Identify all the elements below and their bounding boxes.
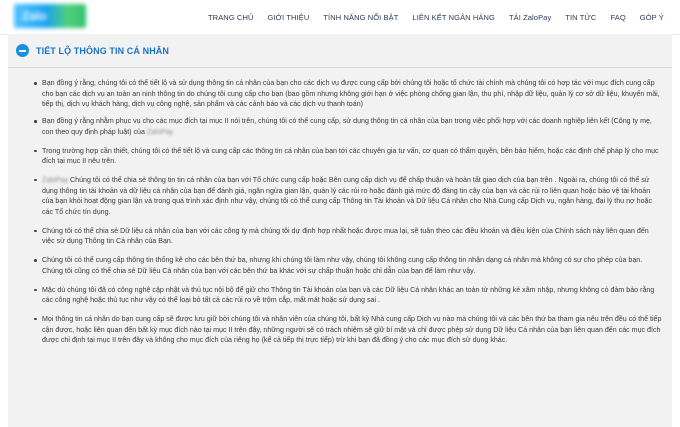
- brand-logo[interactable]: [14, 4, 86, 28]
- nav-item-home[interactable]: TRANG CHỦ: [208, 12, 254, 22]
- list-item: [34, 116, 662, 137]
- list-item-text: Chúng tôi có thể chia sẻ thông tin tin cá nhân của bạn với Tổ chức cung cấp hoặc Bên cung cấp dịch vụ để chấp thuận và hoàn tất giao dịch của bạn trên . Ngoài ra, chúng tôi có thể sử dụng thông tin tài khoản và dữ liệu cá nhân của bạn để đánh giá, ngăn ngừa gian lận, quản lý các rủi ro hoặc đánh giá mức độ đáng tin cậy của bạn và các rủi ro liên quan hoặc bảo vệ tài khoản của bạn khỏi hoạt động gian lận và trong quá trình xác định như vậy, chúng tôi có thể cung cấp Thông tin Tài khoản và Dữ liệu Cá nhân cho Nhà Cung cấp Dịch vụ, ngân hàng, đại lý thu nợ hoặc các Tổ chức tín dụng.: [42, 175, 653, 217]
- nav-item-feedback[interactable]: GÓP Ý: [639, 12, 664, 22]
- list-item-text: Bạn đồng ý rằng nhằm phục vụ cho các mục đích tại mục II nói trên, chúng tôi có thể cung cấp, sử dụng thông tin cá nhân của bạn trong việc phối hợp với các doanh nghiệp liên kết (Công ty mẹ, con theo quy định pháp luật) của: [42, 117, 652, 136]
- list-item-text: Bạn đồng ý rằng, chúng tôi có thể tiết lộ và sử dụng thông tin cá nhân của bạn cho các dịch vụ được cung cấp bởi chúng tôi hoặc tổ chức tài chính mà chúng tôi có hợp tác với mục đích cung cấp cho bạn các dịch vụ an toàn an ninh thông tin do chúng tôi cung cấp cho bạn (bao gồm nhưng không giới hạn ở việc phòng chống gian lận, thu phí, nhập dữ liệu, quản lý cơ sở dữ liệu, khuyến mãi, tiếp thị, dịch vụ khách hàng, dịch vụ công nghệ, sản phẩm và các cảnh báo và các dịch vụ thanh toán): [42, 79, 660, 109]
- nav-item-download[interactable]: [509, 13, 551, 22]
- nav-item-faq[interactable]: FAQ: [610, 12, 626, 22]
- list-item: [34, 226, 662, 247]
- disclosure-list: [34, 78, 662, 346]
- nav-item-bank-link[interactable]: LIÊN KẾT NGÂN HÀNG: [412, 12, 495, 22]
- list-item-text: Trong trường hợp cần thiết, chúng tôi có thể tiết lộ và cung cấp các thông tin cá nhân của bạn tới các chuyên gia tư vấn, cơ quan có thẩm quyền, bên bảo hiểm, hoặc các định chế pháp lý cho mục đích tại mục II nêu trên.: [42, 146, 659, 166]
- section-title: TIẾT LỘ THÔNG TIN CÁ NHÂN: [36, 45, 169, 56]
- list-item: [34, 78, 662, 110]
- list-item-text: Mặc dù chúng tôi đã có công nghệ cập nhật và thủ tục nội bộ để giữ cho Thông tin Tài khoản của bạn và các Dữ liệu Cá nhân khác an toàn từ những kẻ xâm nhập, nhưng không có đảm bảo rằng các công nghệ hoặc thủ tục như vậy có thể loại bỏ tất cả các rủi ro về trộm cắp, mất mát hoặc sử dụng sai .: [42, 285, 655, 305]
- list-item: [34, 255, 662, 276]
- redacted-brand: ZaloPay: [42, 175, 69, 184]
- nav-item-download-label: TẢI: [508, 12, 521, 22]
- nav-item-news[interactable]: TIN TỨC: [565, 12, 597, 22]
- redacted-brand: ZaloPay: [146, 127, 173, 136]
- list-item: [34, 285, 662, 306]
- list-item-text: Chúng tôi có thể chia sẻ Dữ liệu cá nhân của bạn với các công ty mà chúng tôi dự định hợp nhất hoặc được mua lại, sẽ tuân theo các điều khoản và điều kiện của Chính sách này liên quan đến việc sử dụng Thông tin Cá nhân của Bạn.: [42, 226, 649, 246]
- section-header[interactable]: [16, 44, 169, 57]
- nav-item-about[interactable]: GIỚI THIỆU: [267, 12, 310, 22]
- main-nav: [200, 0, 664, 34]
- top-navigation-bar: [0, 0, 680, 35]
- list-item-text: Mọi thông tin cá nhân do bạn cung cấp sẽ được lưu giữ bởi chúng tôi và nhân viên của chúng tôi, bất kỳ Nhà cung cấp Dịch vụ nào mà chúng tôi và các bên thứ ba tham gia nêu trên đều có thể tiếp cận được, hoặc liên quan đến bất kỳ mục đích nào tại mục II trên đây, những người sẽ có trách nhiệm sẽ giữ bí mật và chỉ được phép sử dụng Dữ liệu Cá nhân của bạn liên quan đến các mục đích được chỉ định tại mục II trên đây và không cho mục đích của riêng họ (kể cả tiếp thị trực tiếp) trừ khi bạn đã đồng ý cho các mục đích sử dụng khác.: [42, 314, 662, 345]
- list-item: [34, 175, 662, 218]
- list-item-text: Chúng tôi có thể cung cấp thông tin thống kê cho các bên thứ ba, nhưng khi chúng tôi làm như vậy, chúng tôi không cung cấp thông tin nhận dạng cá nhân mà không có sự cho phép của bạn. Chúng tôi cũng có thể chia sẻ Dữ liệu Cá nhân của bạn với các bên thứ ba khác với sự chấp thuận hoặc chỉ dẫn của bạn để làm như vậy.: [42, 256, 643, 275]
- content-panel: [8, 34, 672, 427]
- list-item: [34, 314, 662, 346]
- nav-item-features[interactable]: TÍNH NĂNG NỔI BẬT: [323, 12, 399, 22]
- list-item: [34, 146, 662, 167]
- collapse-minus-icon[interactable]: [16, 44, 29, 57]
- nav-item-download-redacted: ZaloPay: [523, 12, 552, 22]
- section-divider: [8, 67, 672, 68]
- brand-logo-text: Zalo: [22, 9, 47, 23]
